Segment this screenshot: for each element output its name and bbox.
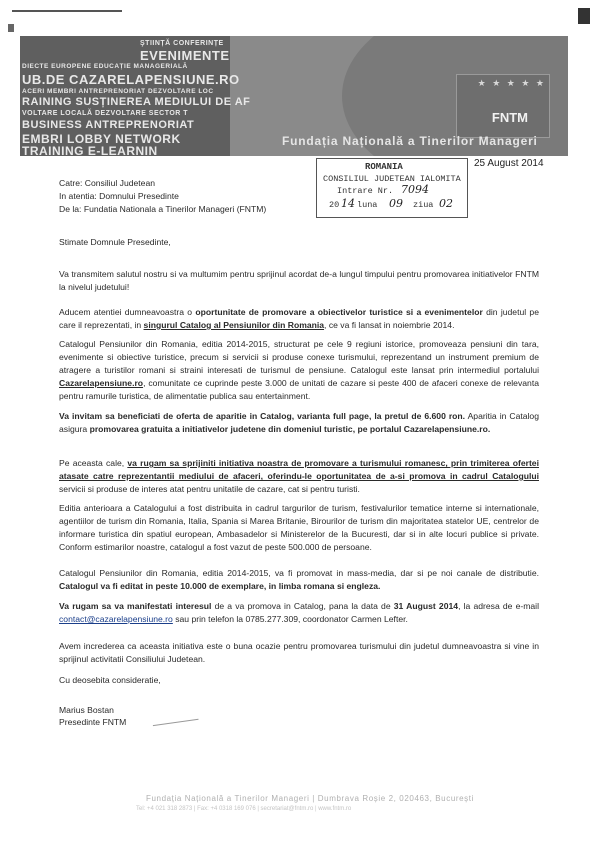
stamp-entry-label: Intrare Nr. — [337, 186, 394, 196]
stamp-day-label: ziua — [413, 200, 434, 210]
stamp-month: 09 — [389, 197, 403, 210]
stamp-month-label: luna — [357, 200, 378, 210]
text-bold: va rugam sa sprijiniti initiativa noastra de promovare a turismului romanesc, prin trimiterea ofertei atasate catre reprezentantii mediului de afaceri, oferindu-le oportunitatea de a-si promova in cadrul Catalogului — [59, 458, 539, 481]
fntm-logo-text: FNTM — [491, 110, 528, 125]
text-bold: promovarea gratuita a initiativelor judetene din domeniul turistic, pe portalul Cazarelapensiune.ro. — [89, 424, 491, 434]
text-span: Catalogul Pensiunilor din Romania, editia 2014-2015, va fi promovat in mass-media, dar si pe noi canale de distributie. — [59, 568, 539, 578]
text-span: servicii si produse de interes atat pentru unitatile de cazare, cat si pentru turisti. — [59, 484, 360, 494]
paragraph-opportunity — [59, 306, 539, 332]
paragraph-catalog — [59, 338, 539, 403]
text-span: de a va promova in Catalog, pana la data de — [211, 601, 394, 611]
stamp-entry-number: 7094 — [401, 183, 429, 196]
text-span: din judetul pe care il reprezentati, in — [59, 307, 539, 330]
attention-line: In atentia: Domnului Presedinte — [59, 191, 179, 201]
signer-title: Presedinte FNTM — [59, 717, 127, 727]
wordcloud-line: ŞTIINȚĂ CONFERINȚE — [140, 40, 224, 47]
scan-mark — [8, 24, 14, 32]
text-span: sau prin telefon la 0785.277.309, coordonator Carmen Lefter. — [172, 614, 408, 624]
closing: Cu deosebita consideratie, — [59, 675, 161, 685]
paragraph-previous-edition: Editia anterioara a Catalogului a fost distribuita in cadrul targurilor de turism, festivalurilor tematice interne si internationale, agentiilor de turism din Romania, Italia, Spania si Marea Britanie, Birourilor de turism din majoritatea statelor UE, centrelor de informare turistica din spatiul european, Ambasadelor si Ministerelor de la Bucuresti, dar si in alte locuri publice si private. Conform estimarilor noastre, catalogul a fost vazut de peste 500.000 de persoane. — [59, 503, 539, 552]
wordcloud-line: EMBRI LOBBY NETWORK — [22, 132, 181, 146]
wordcloud-line: DIECTE EUROPENE EDUCAȚIE MANAGERIALĂ — [22, 63, 188, 70]
paragraph-contact — [59, 600, 539, 626]
text-span: , comunitate ce cuprinde peste 3.000 de unitati de cazare si peste 400 de afaceri conexe de relevanta pentru ramurile turistica, de alimentatie publica sau entertainment. — [59, 378, 539, 401]
text-bold: Catalogul va fi editat in peste 10.000 de exemplare, in limba romana si engleza. — [59, 581, 381, 591]
text-bold: Va invitam sa beneficiati de oferta de aparitie in Catalog, varianta full page, la pretul de 6.600 ron. — [59, 411, 466, 421]
wordcloud-line: UB.DE CAZARELAPENSIUNE.RO — [22, 72, 240, 87]
text-bold: singurul Catalog al Pensiunilor din Romania — [143, 320, 325, 330]
text-bold: Va rugam sa va manifestati interesul — [59, 601, 212, 611]
salutation: Stimate Domnule Presedinte, — [59, 237, 171, 247]
paragraph-request — [59, 457, 539, 496]
wordcloud-line: TRAINING E-LEARNIN — [22, 144, 158, 156]
scan-mark-line — [12, 10, 122, 12]
wordcloud-line: ACERI MEMBRI ANTREPRENORIAT DEZVOLTARE LOC — [22, 88, 214, 95]
wordcloud-line: BUSINESS ANTREPRENORIAT — [22, 119, 195, 131]
text-span: Catalogul Pensiunilor din Romania, editia 2014-2015, structurat pe cele 9 regiuni istorice, promoveaza pensiuni din tara, evenimente si obiective turistice, precum si servicii si produse conexe turismului, reprezentand un instrument premium de atragere a turistilor romani si straini interesati de turismul de pensiune. Catalogul este lansat prin intermediul portalului — [59, 339, 539, 375]
paragraph-distribution — [59, 567, 539, 593]
text-span: Aparitia in Catalog asigura — [59, 411, 539, 434]
eu-stars-icon: ★ ★ ★ ★ ★ — [477, 78, 546, 88]
stamp-year: 14 — [341, 197, 355, 210]
text-span: Pe aceasta cale, — [59, 458, 128, 468]
stamp-institution: CONSILIUL JUDETEAN IALOMITA — [323, 174, 461, 184]
wordcloud-line: RAINING SUSȚINEREA MEDIULUI DE AF — [22, 96, 251, 108]
sender: De la: Fundatia Nationala a Tinerilor Manageri (FNTM) — [59, 204, 267, 214]
banner-wordcloud — [20, 36, 251, 156]
stamp-country: ROMANIA — [365, 162, 403, 172]
wordcloud-line: VOLTARE LOCALĂ DEZVOLTARE SECTOR T — [22, 110, 189, 117]
text-span: Aducem atentiei dumneavoastra o — [59, 307, 196, 317]
footer-contacts: Tel: +4 021 318 2873 | Fax: +4 0318 169 076 | secretariat@fntm.ro | www.fntm.ro — [136, 806, 352, 812]
text-span: , la adresa de e-mail — [458, 601, 540, 611]
stamp-day: 02 — [439, 197, 453, 210]
text-bold: 31 August 2014 — [393, 601, 459, 611]
letter-date: 25 August 2014 — [474, 158, 544, 169]
foundation-name: Fundația Națională a Tinerilor Manageri — [282, 134, 538, 148]
registration-stamp — [316, 158, 468, 218]
text-span: , ce va fi lansat in noiembrie 2014. — [324, 320, 455, 330]
text-bold: oportunitate de promovare a obiectivelor turistice si a evenimentelor — [195, 307, 483, 317]
paragraph-thanks: Va transmitem salutul nostru si va multumim pentru sprijinul acordat de-a lungul timpului pentru promovarea initiativelor FNTM la nivelul judetului! — [59, 269, 539, 292]
signer-name: Marius Bostan — [59, 705, 114, 715]
paragraph-offer — [59, 410, 539, 436]
scan-corner-mark — [578, 8, 590, 24]
header-banner — [20, 36, 568, 156]
text-bold: Cazarelapensiune.ro — [59, 378, 144, 388]
handwritten-signature — [151, 709, 198, 726]
stamp-year-prefix: 20 — [329, 200, 340, 210]
contact-email-link[interactable]: contact@cazarelapensiune.ro — [59, 614, 173, 624]
footer-address: Fundația Națională a Tinerilor Manageri | Dumbrava Roșie 2, 020463, București — [146, 794, 474, 803]
recipient: Catre: Consiliul Judetean — [59, 178, 156, 188]
wordcloud-line: EVENIMENTE — [140, 48, 230, 63]
paragraph-confidence: Avem increderea ca aceasta initiativa este o buna ocazie pentru promovarea turismului din judetul dumneavoastra si vine in sprijinul activitatii Consiliului Judetean. — [59, 641, 539, 664]
